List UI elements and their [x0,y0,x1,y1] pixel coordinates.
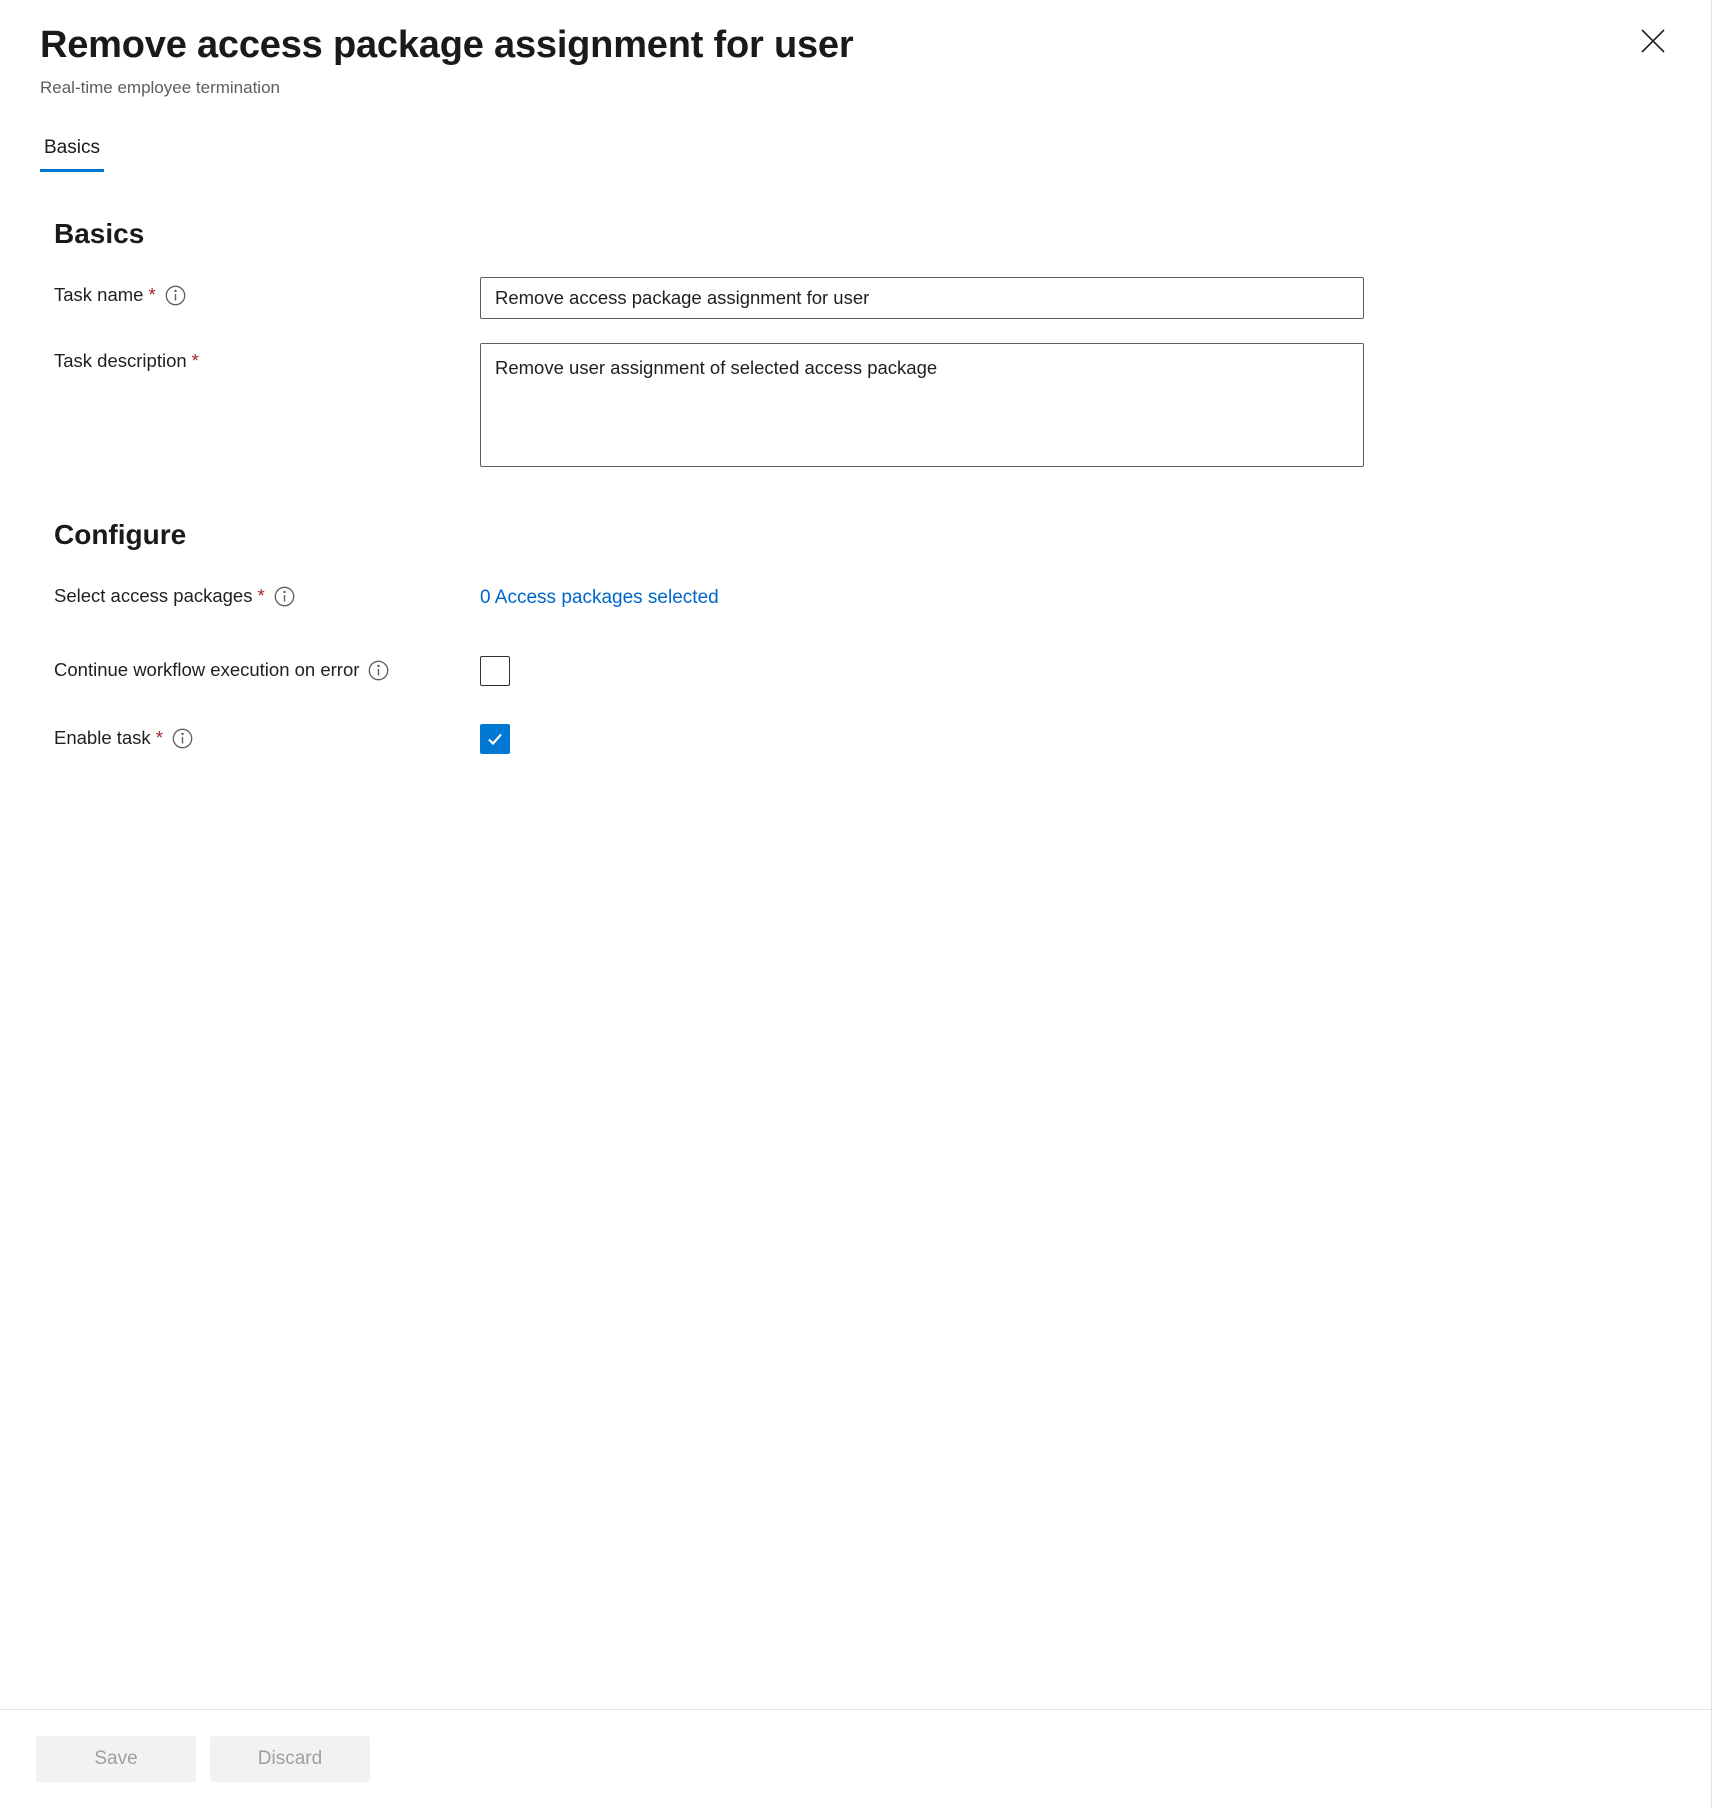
panel-footer [0,1709,1712,1808]
panel-header [0,0,1712,100]
task-description-label [40,343,480,373]
close-button[interactable] [1630,18,1676,64]
info-icon[interactable] [368,660,389,681]
task-name-label [40,277,480,307]
info-icon[interactable] [172,728,193,749]
close-icon [1640,28,1666,54]
task-name-input[interactable] [480,277,1364,319]
info-icon[interactable] [274,586,295,607]
form-row-continue-on-error [40,652,1672,686]
continue-on-error-label [40,652,480,682]
page-title: Remove access package assignment for user [40,24,854,66]
save-button[interactable]: Save [36,1736,196,1782]
form-row-enable-task [40,720,1672,754]
enable-task-control [480,720,1672,754]
task-name-control [480,277,1672,319]
panel-body [0,173,1712,1709]
task-description-control [480,343,1672,472]
task-name-required-marker: * [148,284,156,305]
select-access-packages-required-marker: * [257,585,265,606]
info-icon[interactable] [165,285,186,306]
task-name-label-text: Task name [54,284,144,305]
tab-basics[interactable] [40,130,104,172]
enable-task-required-marker: * [155,727,163,748]
page-subtitle: Real-time employee termination [40,78,280,97]
continue-on-error-control [480,652,1672,686]
task-description-label-text: Task description [54,350,187,371]
enable-task-label-text: Enable task [54,727,151,748]
select-access-packages-label [40,578,480,608]
tab-basics-label: Basics [44,137,100,158]
section-heading-configure: Configure [54,519,187,550]
select-access-packages-label-text: Select access packages [54,585,253,606]
task-description-required-marker: * [191,350,199,371]
form-row-task-name [40,277,1672,319]
enable-task-label [40,720,480,750]
select-access-packages-control [480,578,1672,618]
section-heading-basics: Basics [54,218,145,249]
enable-task-checkbox[interactable] [480,724,510,754]
continue-on-error-checkbox[interactable] [480,656,510,686]
continue-on-error-label-text: Continue workflow execution on error [54,659,360,680]
discard-button[interactable]: Discard [210,1736,370,1782]
tab-bar [0,130,1712,173]
access-packages-selected-link[interactable]: 0 Access packages selected [480,587,719,608]
task-description-input[interactable] [480,343,1364,467]
form-row-task-description [40,343,1672,472]
form-row-select-access-packages [40,578,1672,618]
